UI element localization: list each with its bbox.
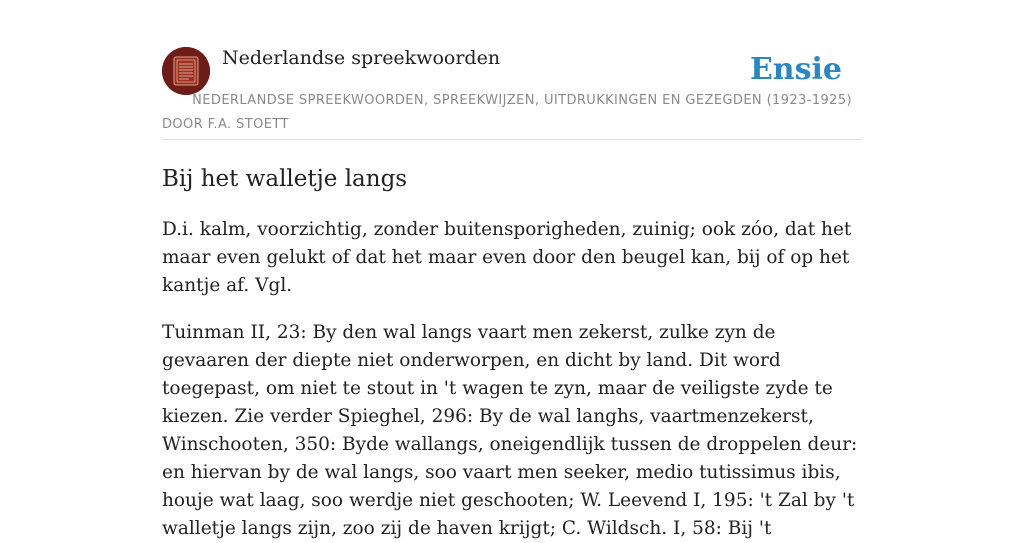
- collection-subtitle[interactable]: NEDERLANDSE SPREEKWOORDEN, SPREEKWIJZEN, UITDRUKKINGEN EN GEZEGDEN (1923-1925): [192, 93, 852, 108]
- page: [162, 0, 862, 539]
- site-header: [162, 0, 862, 140]
- author-byline: DOOR F.A. STOETT: [162, 117, 289, 132]
- ensie-brand-link[interactable]: Ensie: [749, 52, 842, 87]
- book-cover-icon[interactable]: [162, 47, 210, 95]
- article-paragraph: D.i. kalm, voorzichtig, zonder buitensporigheden, zuinig; ook zóo, dat het maar even gelukt of dat het maar even door den beugel kan, bij of op het kantje af. Vgl.: [162, 219, 852, 296]
- site-name[interactable]: Nederlandse spreekwoorden: [222, 47, 501, 69]
- article-title: Bij het walletje langs: [162, 166, 408, 192]
- article-paragraph: Tuinman II, 23: By den wal langs vaart men zekerst, zulke zyn de gevaaren der diepte niet onderworpen, en dicht by land. Dit word toegepast, om niet te stout in 't wagen te zyn, maar de veiligste zyde te kiezen. Zie verder Spieghel, 296: By de wal langhs, vaartmenzekerst, Winschooten, 350: Byde wallangs, oneigendlijk tussen de droppelen deur: en hiervan by de wal langs, soo vaart men seeker, medio tutissimus ibis, houje wat laag, soo werdje niet geschooten; W. Leevend I, 195: 't Zal by 't walletje langs zijn, zoo zij de haven krijgt; C. Wildsch. I, 58: Bij 't: [162, 322, 858, 539]
